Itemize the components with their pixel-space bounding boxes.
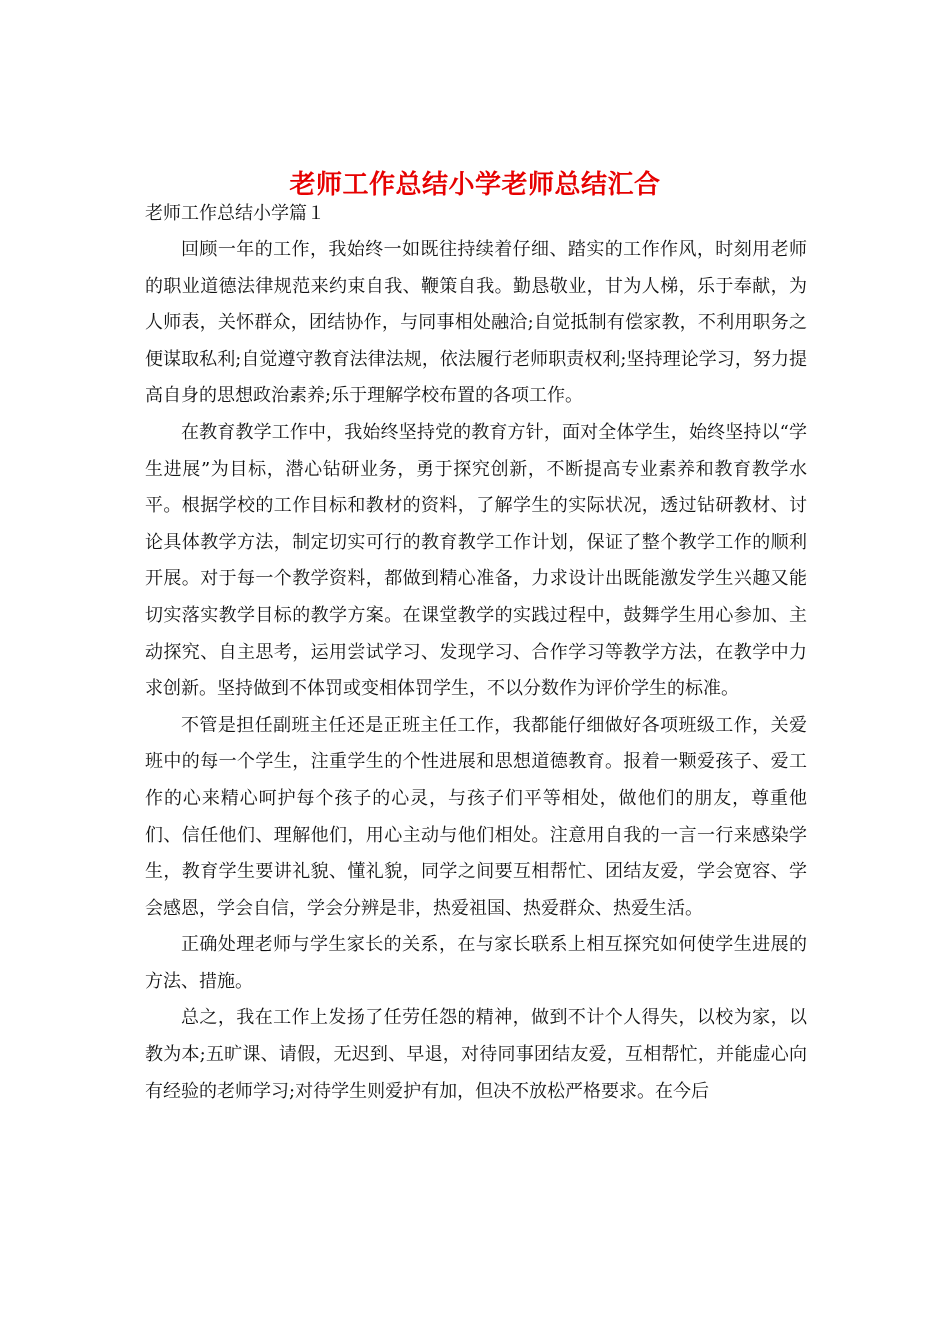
document-body bbox=[145, 196, 807, 1110]
paragraph: 回顾一年的工作，我始终一如既往持续着仔细、踏实的工作作风，时刻用老师的职业道德法律规范来约束自我、鞭策自我。勤恳敬业，甘为人梯，乐于奉献，为人师表，关怀群众，团结协作，与同事相处融洽;自觉抵制有偿家教，不利用职务之便谋取私利;自觉遵守教育法律法规，依法履行老师职责权利;坚持理论学习，努力提高自身的思想政治素养;乐于理解学校布置的各项工作。 bbox=[145, 239, 808, 407]
paragraph: 正确处理老师与学生家长的关系，在与家长联系上相互探究如何使学生进展的方法、措施。 bbox=[145, 934, 807, 992]
section-heading: 老师工作总结小学篇１ bbox=[145, 203, 325, 224]
paragraph: 不管是担任副班主任还是正班主任工作，我都能仔细做好各项班级工作，关爱班中的每一个学生，注重学生的个性进展和思想道德教育。报着一颗爱孩子、爱工作的心来精心呵护每个孩子的心灵，与孩子们平等相处，做他们的朋友，尊重他们、信任他们、理解他们，用心主动与他们相处。注意用自我的一言一行来感染学生，教育学生要讲礼貌、懂礼貌，同学之间要互相帮忙、团结友爱，学会宽容、学会感恩，学会自信，学会分辨是非，热爱祖国、热爱群众、热爱生活。 bbox=[145, 714, 807, 919]
document-title: 老师工作总结小学老师总结汇合 bbox=[289, 170, 661, 201]
paragraph: 总之，我在工作上发扬了任劳任怨的精神，做到不计个人得失，以校为家，以教为本;五旷课、请假，无迟到、早退，对待同事团结友爱，互相帮忙，并能虚心向有经验的老师学习;对待学生则爱护有加，但决不放松严格要求。在今后 bbox=[145, 1007, 807, 1102]
paragraph: 在教育教学工作中，我始终坚持党的教育方针，面对全体学生，始终坚持以“学生进展”为目标，潜心钻研业务，勇于探究创新，不断提高专业素养和教育教学水平。根据学校的工作目标和教材的资料，了解学生的实际状况，透过钻研教材、讨论具体教学方法，制定切实可行的教育教学工作计划，保证了整个教学工作的顺利开展。对于每一个教学资料，都做到精心准备，力求设计出既能激发学生兴趣又能切实落实教学目标的教学方案。在课堂教学的实践过程中，鼓舞学生用心参加、主动探究、自主思考，运用尝试学习、发现学习、合作学习等教学方法，在教学中力求创新。坚持做到不体罚或变相体罚学生，不以分数作为评价学生的标准。 bbox=[145, 421, 807, 700]
